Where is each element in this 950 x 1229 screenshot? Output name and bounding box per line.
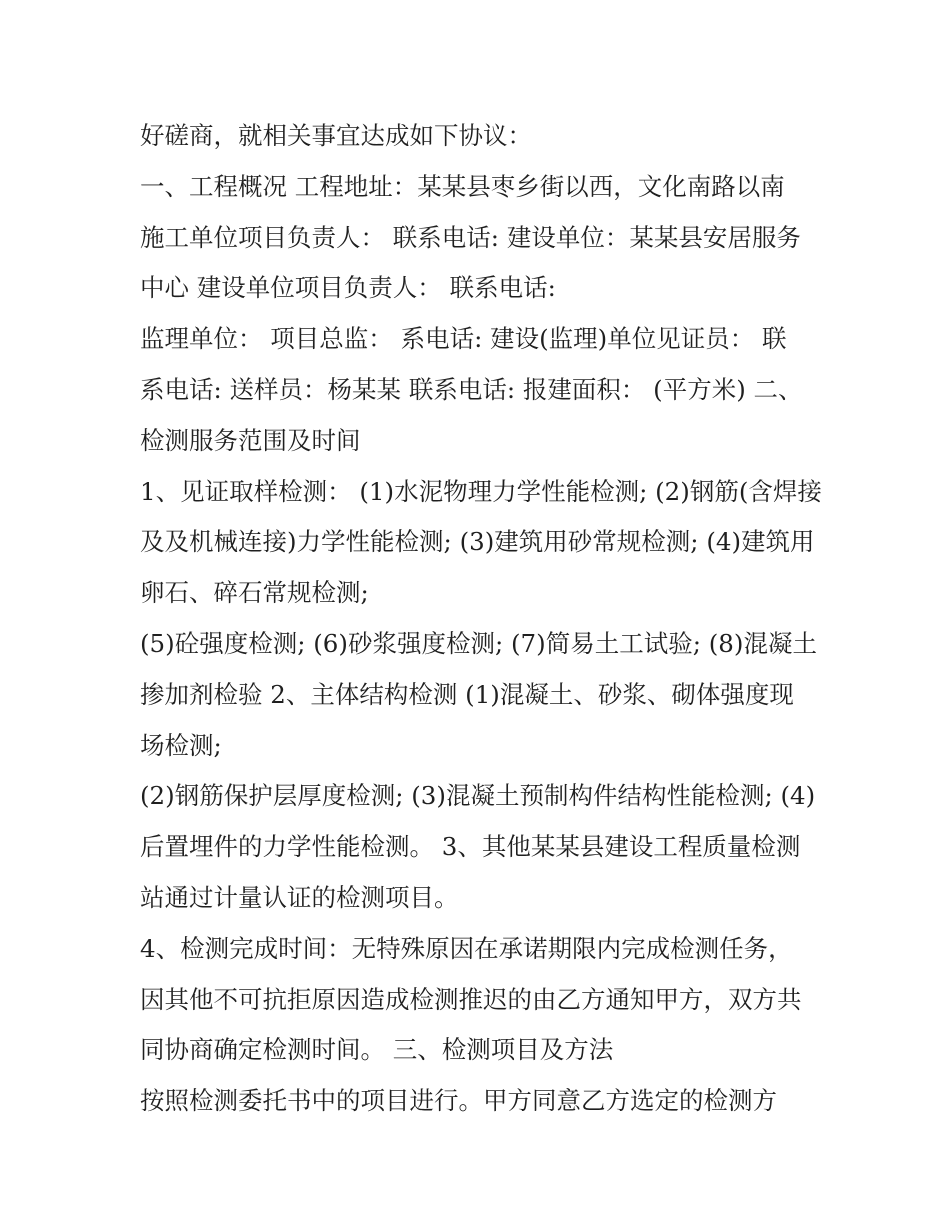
text-line: 系电话: 送样员：杨某某 联系电话: 报建面积： (平方米) 二、: [140, 374, 803, 404]
text-line: 卵石、碎石常规检测;: [140, 578, 369, 608]
text-line: 监理单位： 项目总监： 系电话: 建设(监理)单位见证员： 联: [140, 324, 787, 354]
text-line: 1、见证取样检测： (1)水泥物理力学性能检测; (2)钢筋(含焊接: [140, 476, 822, 506]
text-line: 及及机械连接)力学性能检测; (3)建筑用砂常规检测; (4)建筑用: [140, 527, 815, 557]
text-line: (2)钢筋保护层厚度检测; (3)混凝土预制构件结构性能检测; (4): [140, 781, 816, 811]
text-line: 因其他不可抗拒原因造成检测推迟的由乙方通知甲方，双方共: [140, 984, 802, 1014]
text-line: 一、工程概况 工程地址：某某县枣乡街以西，文化南路以南: [140, 171, 785, 201]
text-line: 检测服务范围及时间: [140, 425, 361, 455]
text-line: 场检测;: [140, 730, 222, 760]
text-line: 按照检测委托书中的项目进行。甲方同意乙方选定的检测方: [140, 1086, 777, 1116]
text-line: 掺加剂检验 2、主体结构检测 (1)混凝土、砂浆、砌体强度现: [140, 679, 794, 709]
document-body: [140, 111, 820, 1127]
text-line: 同协商确定检测时间。 三、检测项目及方法: [140, 1035, 614, 1065]
text-line: 施工单位项目负责人： 联系电话: 建设单位：某某县安居服务: [140, 222, 801, 252]
text-line: 中心 建设单位项目负责人： 联系电话:: [140, 273, 556, 303]
text-line: 好磋商，就相关事宜达成如下协议：: [140, 121, 532, 150]
text-line: 4、检测完成时间：无特殊原因在承诺期限内完成检测任务，: [140, 933, 793, 963]
text-line: 后置埋件的力学性能检测。 3、其他某某县建设工程质量检测: [140, 832, 801, 862]
text-line: (5)砼强度检测; (6)砂浆强度检测; (7)简易土工试验; (8)混凝土: [140, 628, 817, 658]
text-line: 站通过计量认证的检测项目。: [140, 882, 459, 912]
